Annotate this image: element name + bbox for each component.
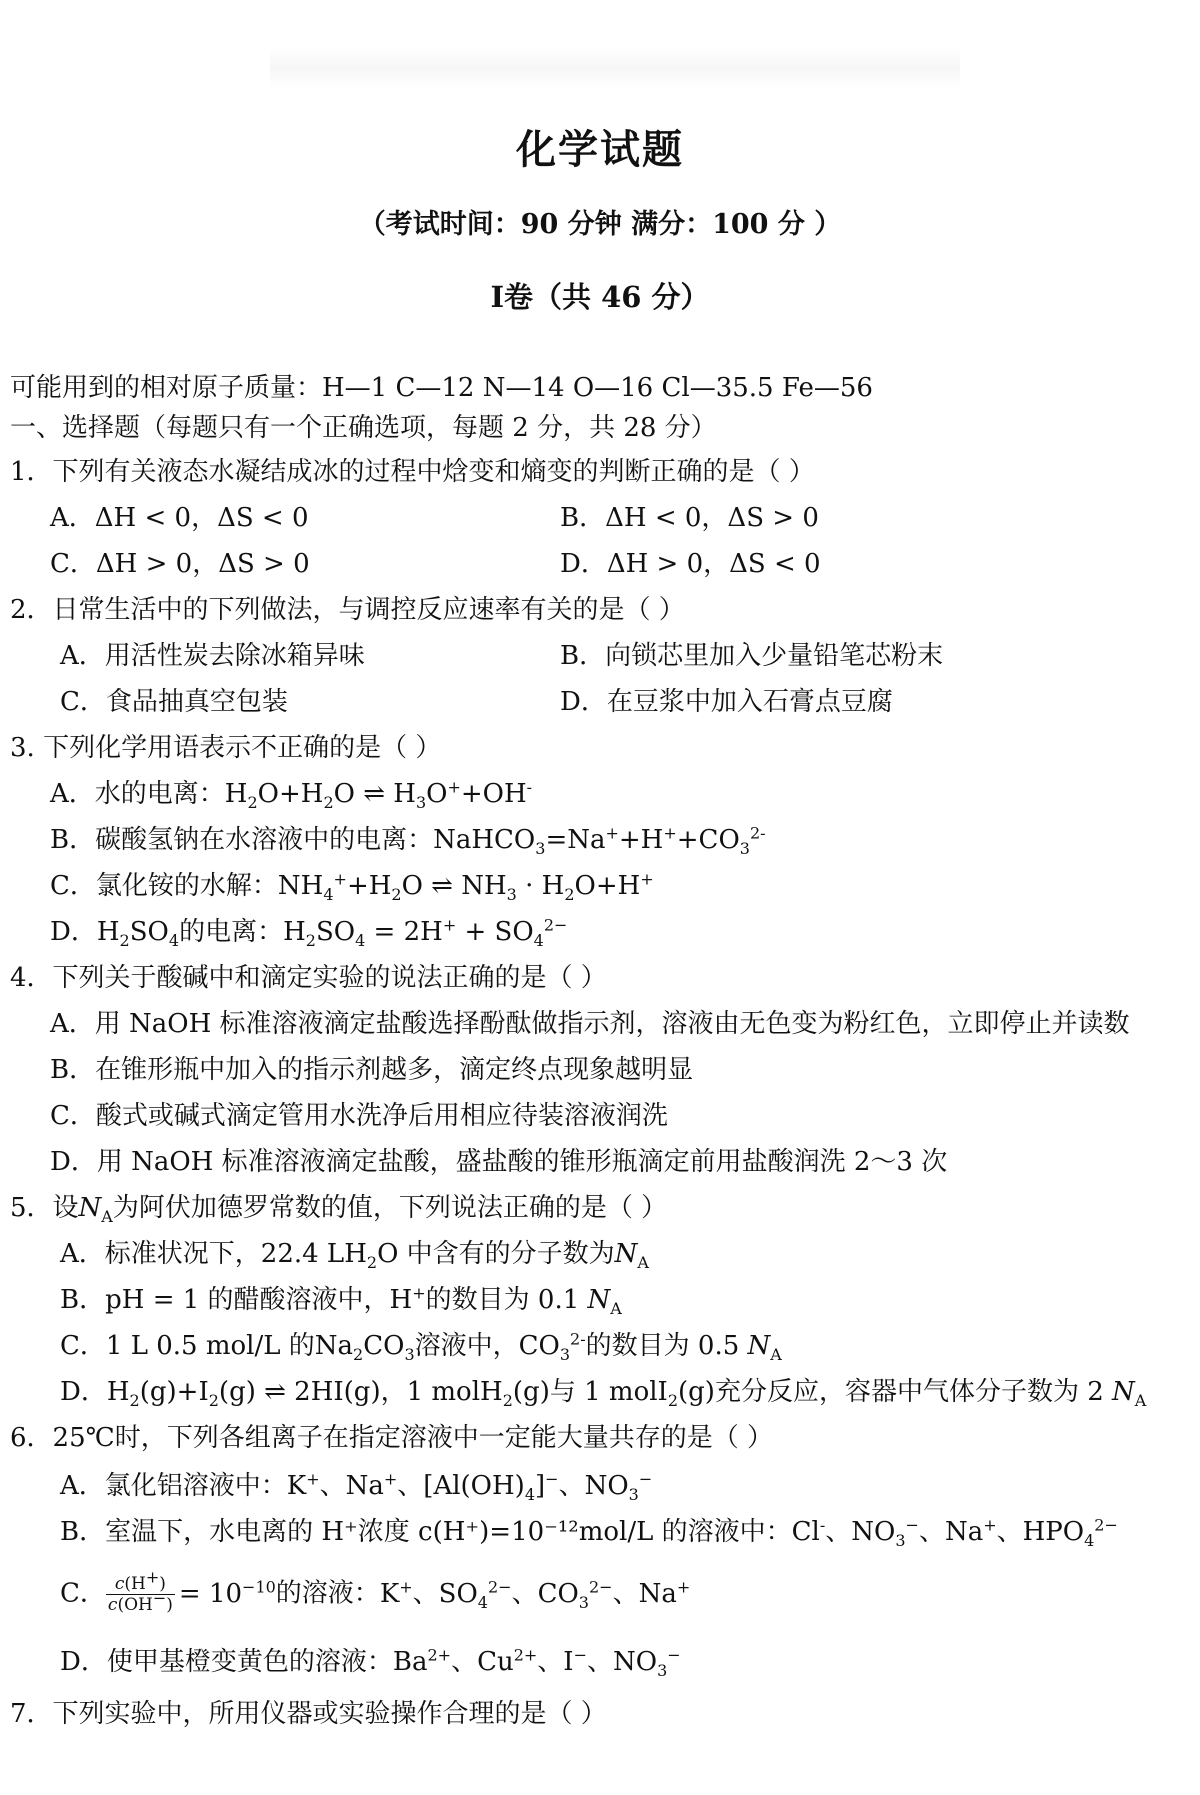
question-6-stem: 6．25℃时，下列各组离子在指定溶液中一定能大量共存的是（ ） [10, 1423, 773, 1453]
option-label: C．氯化铵的水解： [50, 871, 278, 901]
option-label: B．碳酸氢钠在水溶液中的电离： [50, 825, 434, 855]
question-1-option-c: C．ΔH > 0，ΔS > 0 [50, 549, 310, 579]
question-3-stem: 3. 下列化学用语表示不正确的是（ ） [10, 733, 442, 763]
question-4-stem: 4．下列关于酸碱中和滴定实验的说法正确的是（ ） [10, 963, 607, 993]
option-label: A．水的电离： [50, 779, 225, 809]
question-5-option-a: A．标准状况下，22.4 $LH_2O$ 中含有的分子数为$N_A$ [60, 1239, 649, 1273]
chemical-equation: $H_2SO_4 = 2H^+ + SO_4^{2-}$ [283, 915, 568, 951]
question-3-option-b [50, 823, 766, 859]
question-3-option-a [50, 777, 533, 813]
question-2-option-c: C．食品抽真空包装 [60, 687, 288, 717]
question-1-option-b: B．ΔH < 0，ΔS > 0 [560, 503, 819, 533]
avogadro-symbol: $N_A$ [78, 1193, 113, 1227]
exam-info: （考试时间：90 分钟 满分：100 分 ） [358, 209, 842, 240]
option-label: D． [50, 917, 97, 947]
question-6-option-a: A．氯化铝溶液中：K+、Na+、$[Al(OH)_4]^-$、$NO_3^-$ [60, 1469, 653, 1505]
scan-smudge [270, 48, 960, 88]
question-1-option-d: D．ΔH > 0，ΔS < 0 [560, 549, 821, 579]
question-3-option-c [50, 869, 654, 905]
question-2-stem: 2．日常生活中的下列做法，与调控反应速率有关的是（ ） [10, 595, 685, 625]
atomic-mass-line: 可能用到的相对原子质量：H—1 C—12 N—14 O—16 Cl—35.5 Fe—56 [10, 373, 873, 403]
question-5-option-c: C．1 L 0.5 mol/L 的$Na_2CO_3$溶液中，$CO_3^{2-}$的数目为 0.5 $N_A$ [60, 1329, 782, 1365]
question-6-option-d: D．使甲基橙变黄色的溶液：$Ba^{2+}$、$Cu^{2+}$、I−、$NO_3^-$ [60, 1645, 681, 1681]
question-4-option-a: A．用 NaOH 标准溶液滴定盐酸选择酚酞做指示剂，溶液由无色变为粉红色，立即停止并读数 [50, 1009, 1130, 1039]
section-title: I卷（共 46 分） [490, 280, 710, 314]
question-1-stem: 1．下列有关液态水凝结成冰的过程中焓变和熵变的判断正确的是（ ） [10, 457, 815, 487]
question-5-option-b: B．pH = 1 的醋酸溶液中，H+的数目为 0.1 $N_A$ [60, 1283, 622, 1319]
question-4-option-d: D．用 NaOH 标准溶液滴定盐酸，盛盐酸的锥形瓶滴定前用盐酸润洗 2～3 次 [50, 1147, 948, 1177]
question-7-stem: 7．下列实验中，所用仪器或实验操作合理的是（ ） [10, 1699, 607, 1729]
part-heading: 一、选择题（每题只有一个正确选项，每题 2 分，共 28 分） [10, 413, 717, 443]
chemical-equation: $NaHCO_3=Na^++H^++CO_3^{2-}$ [433, 823, 766, 859]
question-4-option-b: B．在锥形瓶中加入的指示剂越多，滴定终点现象越明显 [50, 1055, 694, 1085]
question-2-option-a: A．用活性炭去除冰箱异味 [60, 641, 365, 671]
question-1-option-a: A．ΔH < 0，ΔS < 0 [50, 503, 309, 533]
question-6-option-b: B．室温下，水电离的 H⁺浓度 c(H⁺)=10⁻¹²mol/L 的溶液中：Cl-、$NO_3^-$、Na+、$HPO_4^{2-}$ [60, 1515, 1118, 1551]
option-text: 的电离： [179, 917, 284, 947]
ratio-fraction: $\frac{c(H^+)}{c(OH^-)}$ [107, 1567, 173, 1615]
page-title: 化学试题 [516, 126, 684, 173]
question-5-stem: 5．设$N_A$为阿伏加德罗常数的值，下列说法正确的是（ ） [10, 1193, 668, 1227]
chemical-formula: $H_2SO_4$ [96, 917, 180, 951]
chemical-equation: $NH_4^++H_2O$ ⇌ $NH_3 \cdot H_2O+H^+$ [277, 869, 654, 905]
question-6-option-c: C． $\frac{c(H^+)}{c(OH^-)}$ = $10^{-10}$的溶液：K+、$SO_4^{2-}$、$CO_3^{2-}$、Na+ [60, 1567, 691, 1615]
question-2-option-b: B．向锁芯里加入少量铅笔芯粉末 [560, 641, 944, 671]
question-5-option-d: D．$H_2(g)+I_2(g)$ ⇌ 2HI(g)，1 molH$_2$(g)与 1 molI$_2$(g)充分反应，容器中气体分子数为 2 $N_A$ [60, 1377, 1147, 1411]
chemical-equation: $H_2O+H_2O$ ⇌ $H_3O^++OH^-$ [224, 777, 533, 813]
question-4-option-c: C．酸式或碱式滴定管用水洗净后用相应待装溶液润洗 [50, 1101, 668, 1131]
question-3-option-d [50, 915, 568, 951]
question-2-option-d: D．在豆浆中加入石膏点豆腐 [560, 687, 893, 717]
